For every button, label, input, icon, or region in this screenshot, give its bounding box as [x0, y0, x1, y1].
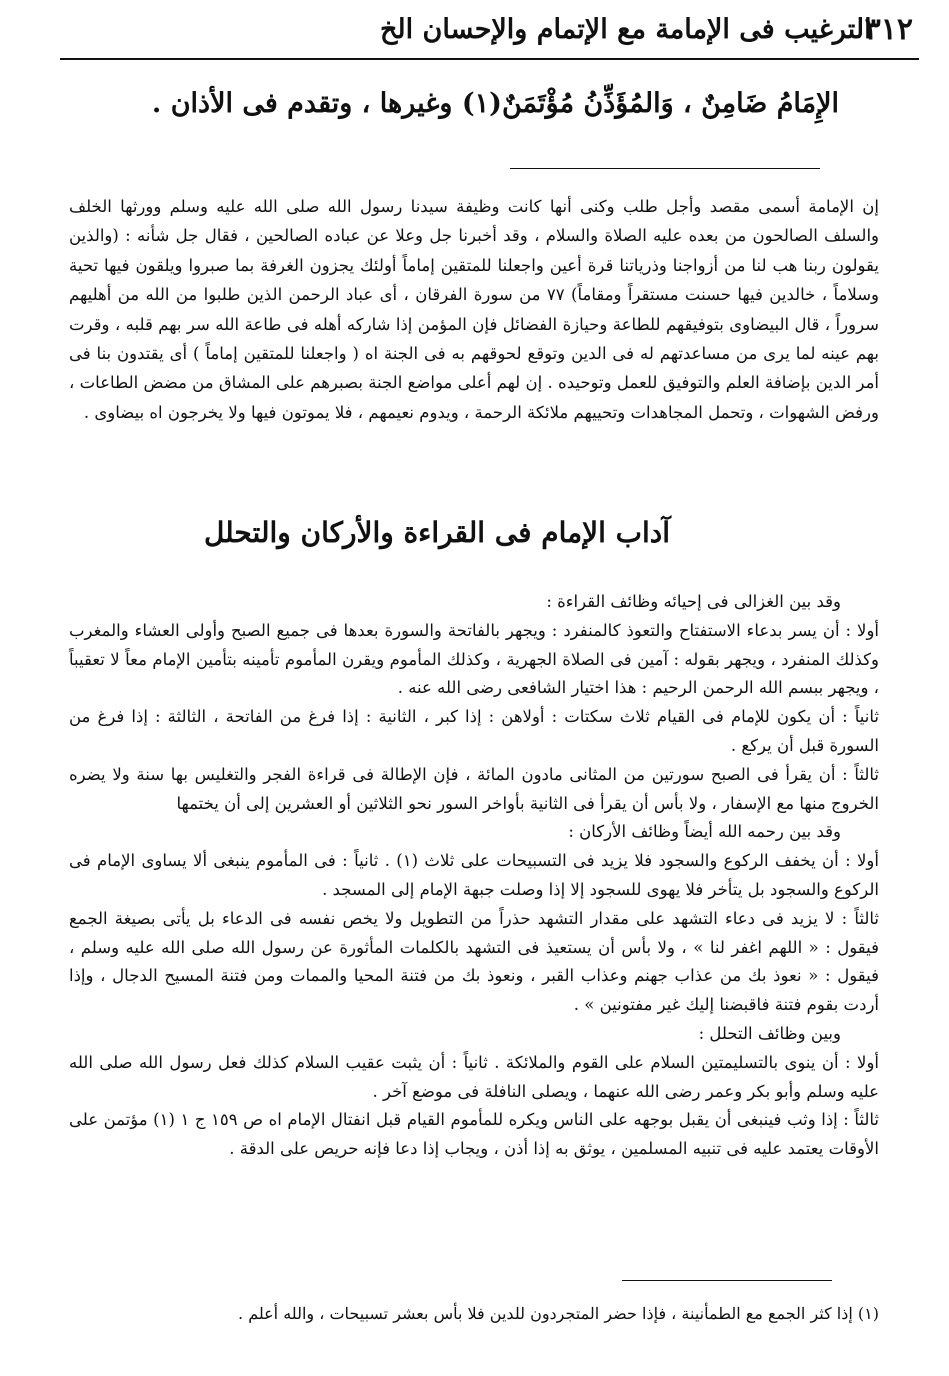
- footnote: (١) إذا كثر الجمع مع الطمأنينة ، فإذا حضر المتجردون للدين فلا بأس بعشر تسبيحات ، والله أعلم .: [238, 1304, 879, 1323]
- paragraph-pillars-third: ثالثاً : لا يزيد فى دعاء التشهد على مقدار التشهد حذراً من التطويل ولا يخص نفسه فى الدعاء بل يأتى بصيغة الجمع فيقول : « اللهم اغفر لنا » ، ولا بأس أن يستعيذ فى التشهد بالكلمات المأثورة عن رسول الله صلى الله عليه وسلم ، فيقول : « نعوذ بك من عذاب جهنم وعذاب القبر ، ونعوذ بك من فتنة المحيا والممات ومن فتنة المسيح الدجال ، وإذا أردت بقوم فتنة فاقبضنا إليك غير مفتونين » .: [69, 908, 879, 1015]
- paragraph-release-intro: وبين وظائف التحلل :: [698, 1023, 841, 1043]
- main-text: [69, 588, 879, 1164]
- paragraph-reading-second: ثانياً : أن يكون للإمام فى القيام ثلاث سكتات : أولاهن : إذا كبر ، الثانية : إذا فرغ من الفاتحة ، الثالثة : إذا فرغ من السورة قبل أن يركع .: [69, 707, 879, 755]
- paragraph-pillars-intro: وقد بين رحمه الله أيضاً وظائف الأركان :: [568, 822, 841, 842]
- paragraph-reading-third: ثالثاً : أن يقرأ فى الصبح سورتين من المثانى مادون المائة ، فإن الإطالة فى قراءة الفجر والتغليس بها سنة ولا يضره الخروج منها مع الإسفار ، ولا بأس أن يقرأ فى الثانية بأواخر السور نحو الثلاثين أو العشرين إلى أن يختمها: [69, 764, 879, 813]
- paragraph-reading-duties-intro: وقد بين الغزالى فى إحيائه وظائف القراءة :: [546, 592, 841, 611]
- page-header: [60, 6, 919, 60]
- paragraph-release-third: ثالثاً : إذا وثب فينبغى أن يقبل بوجهه على الناس ويكره للمأموم القيام قبل انفتال الإمام اه ص ١٥٩ ج ١ (١) مؤتمن على الأوقات يعتمد عليه فى تنبيه المسلمين ، يوثق به إذا أذن ، ويجاب إذا دعا فإنه حريص على الدقة .: [69, 1110, 880, 1159]
- paragraph-reading-first: أولا : أن يسر بدعاء الاستفتاح والتعوذ كالمنفرد : ويجهر بالفاتحة والسورة بعدها فى جميع الصبح وأولى العشاء والمغرب وكذلك المنفرد ، ويجهر بقوله : آمين فى الصلاة الجهرية ، وكذلك المأموم ويقرن المأموم تأمينه بتأمين الإمام معاً لا تعقيباً ، ويجهر ببسم الله الرحمن الرحيم : هذا اختيار الشافعى رضى الله عنه .: [69, 620, 879, 698]
- paragraph-release-first: أولا : أن ينوى بالتسليمتين السلام على القوم والملائكة . ثانياً : أن يثبت عقيب السلام كذلك فعل رسول الله صلى الله عليه وسلم وأبو بكر وعمر رضى الله عنهما ، ويصلى النافلة فى موضع آخر .: [69, 1052, 879, 1101]
- page-number: ٣١٢: [864, 12, 913, 47]
- separator-rule: [510, 168, 820, 169]
- opening-hadith-line: الإِمَامُ ضَامِنٌ ، وَالمُؤَذِّنُ مُؤْتَمَنٌ(١) وغيرها ، وتقدم فى الأذان .: [151, 88, 839, 119]
- running-title: الترغيب فى الإمامة مع الإتمام والإحسان الخ: [380, 14, 872, 45]
- intro-paragraph: إن الإمامة أسمى مقصد وأجل طلب وكنى أنها كانت وظيفة سيدنا رسول الله صلى الله عليه وسلم وورثها الخلف والسلف الصالحون من بعده عليه الصلاة والسلام ، وقد أخبرنا جل وعلا عن عباده الصالحين ، فقال جل شأنه : (والذين يقولون ربنا هب لنا من أزواجنا وذرياتنا قرة أعين واجعلنا للمتقين إماماً أولئك يجزون الغرفة بما صبروا ويلقون فيها تحية وسلاماً ، خالدين فيها حسنت مستقراً ومقاماً) ٧٧ من سورة الفرقان ، أى عباد الرحمن الذين طلبوا من الله من أهليهم سروراً ، قال البيضاوى بتوفيقهم للطاعة وحيازة الفضائل فإن المؤمن إذا شاركه أهله فى طاعة الله سر بهم قلبه ، وقرت بهم عينه لما يرى من مساعدتهم له فى الدين وتوقع لحوقهم به فى الجنة اه ( واجعلنا للمتقين إماماً ) أى يقتدون بنا فى أمر الدين بإضافة العلم والتوفيق للعمل وتوحيده . إن لهم أعلى مواضع الجنة بصبرهم على المشاق من مضض الطاعات ، ورفض الشهوات ، وتحمل المجاهدات وتحييهم ملائكة الرحمة ، ويدوم نعيمهم ، فلا يموتون فيها ولا يخرجون اه بيضاوى .: [69, 197, 880, 422]
- paragraph-pillars-first: أولا : أن يخفف الركوع والسجود فلا يزيد فى التسبيحات على ثلاث (١) . ثانياً : فى المأموم ينبغى ألا يساوى الإمام فى الركوع والسجود بل يتأخر فلا يهوى للسجود إلا إذا وصلت جبهة الإمام إلى المسجد .: [69, 851, 879, 899]
- section-heading: آداب الإمام فى القراءة والأركان والتحلل: [203, 516, 670, 549]
- footnote-rule: [622, 1280, 832, 1281]
